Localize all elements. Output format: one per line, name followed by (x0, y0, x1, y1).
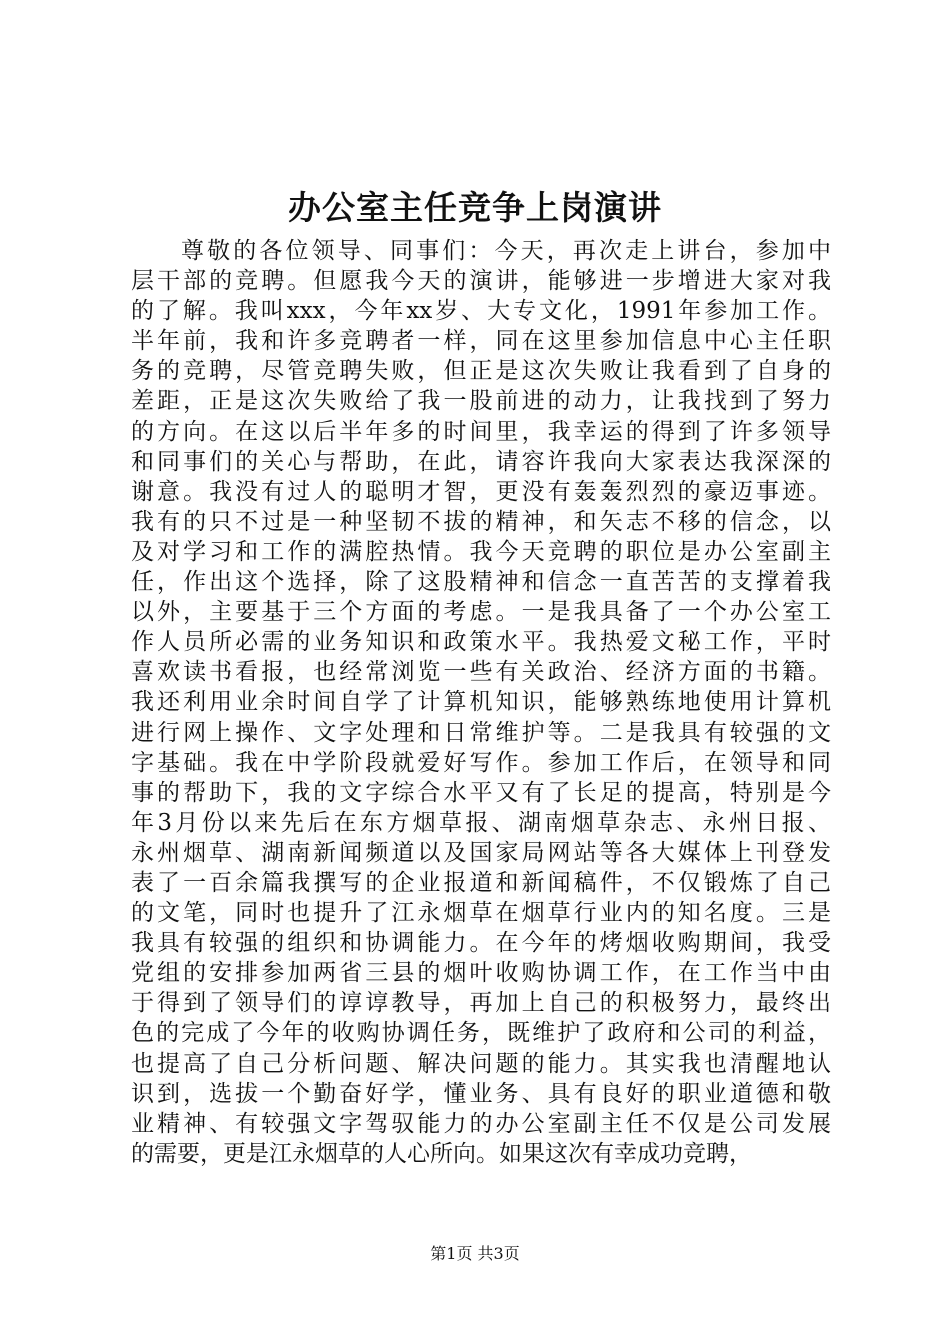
paragraph-line: 字基础。我在中学阶段就爱好写作。参加工作后，在领导和同 (131, 749, 831, 776)
paragraph-line: 层干部的竞聘。但愿我今天的演讲，能够进一步增进大家对我 (131, 268, 831, 295)
paragraph-line: 喜欢读书看报，也经常浏览一些有关政治、经济方面的书籍。 (131, 659, 831, 686)
paragraph-line: 年3月份以来先后在东方烟草报、湖南烟草杂志、永州日报、 (131, 809, 831, 836)
paragraph-line: 事的帮助下，我的文字综合水平又有了长足的提高，特别是今 (131, 779, 831, 806)
paragraph-line: 业精神、有较强文字驾驭能力的办公室副主任不仅是公司发展 (131, 1110, 831, 1137)
paragraph-line: 谢意。我没有过人的聪明才智，更没有轰轰烈烈的豪迈事迹。 (131, 478, 831, 505)
paragraph-line: 差距，正是这次失败给了我一股前进的动力，让我找到了努力 (131, 388, 831, 415)
paragraph-line: 我还利用业余时间自学了计算机知识，能够熟练地使用计算机 (131, 689, 831, 716)
document-title: 办公室主任竞争上岗演讲 (288, 188, 662, 227)
paragraph-line: 于得到了领导们的谆谆教导，再加上自己的积极努力，最终出 (131, 990, 831, 1017)
paragraph-line: 和同事们的关心与帮助，在此，请容许我向大家表达我深深的 (131, 448, 831, 475)
paragraph-line: 的方向。在这以后半年多的时间里，我幸运的得到了许多领导 (131, 418, 831, 445)
page-footer: 第1页 共3页 (430, 1244, 520, 1263)
paragraph-line: 及对学习和工作的满腔热情。我今天竞聘的职位是办公室副主 (131, 538, 831, 565)
paragraph-line: 以外，主要基于三个方面的考虑。一是我具备了一个办公室工 (131, 599, 831, 626)
paragraph-line: 识到，选拔一个勤奋好学，懂业务、具有良好的职业道德和敬 (131, 1080, 831, 1107)
paragraph-line: 表了一百余篇我撰写的企业报道和新闻稿件，不仅锻炼了自己 (131, 869, 831, 896)
paragraph-line: 务的竞聘，尽管竞聘失败，但正是这次失败让我看到了自身的 (131, 358, 831, 385)
paragraph-line: 的文笔，同时也提升了江永烟草在烟草行业内的知名度。三是 (131, 900, 831, 927)
document-body (131, 236, 831, 1169)
paragraph-line: 任，作出这个选择，除了这股精神和信念一直苦苦的支撑着我 (131, 569, 831, 596)
paragraph-line: 色的完成了今年的收购协调任务，既维护了政府和公司的利益， (131, 1020, 831, 1047)
paragraph-line: 我具有较强的组织和协调能力。在今年的烤烟收购期间，我受 (131, 930, 831, 957)
paragraph-line: 进行网上操作、文字处理和日常维护等。二是我具有较强的文 (131, 719, 831, 746)
paragraph-line: 我有的只不过是一种坚韧不拔的精神，和矢志不移的信念，以 (131, 508, 831, 535)
paragraph-line: 半年前，我和许多竞聘者一样，同在这里参加信息中心主任职 (131, 328, 831, 355)
paragraph-line: 尊敬的各位领导、同事们：今天，再次走上讲台，参加中 (181, 238, 831, 264)
paragraph-line: 的了解。我叫xxx，今年xx岁、大专文化，1991年参加工作。 (131, 298, 831, 325)
paragraph-line: 也提高了自己分析问题、解决问题的能力。其实我也清醒地认 (131, 1050, 831, 1077)
paragraph-line: 党组的安排参加两省三县的烟叶收购协调工作，在工作当中由 (131, 960, 831, 987)
paragraph-line: 的需要，更是江永烟草的人心所向。如果这次有幸成功竞聘， (131, 1140, 752, 1167)
paragraph-line: 永州烟草、湖南新闻频道以及国家局网站等各大媒体上刊登发 (131, 839, 831, 866)
paragraph-line: 作人员所必需的业务知识和政策水平。我热爱文秘工作，平时 (131, 629, 831, 656)
